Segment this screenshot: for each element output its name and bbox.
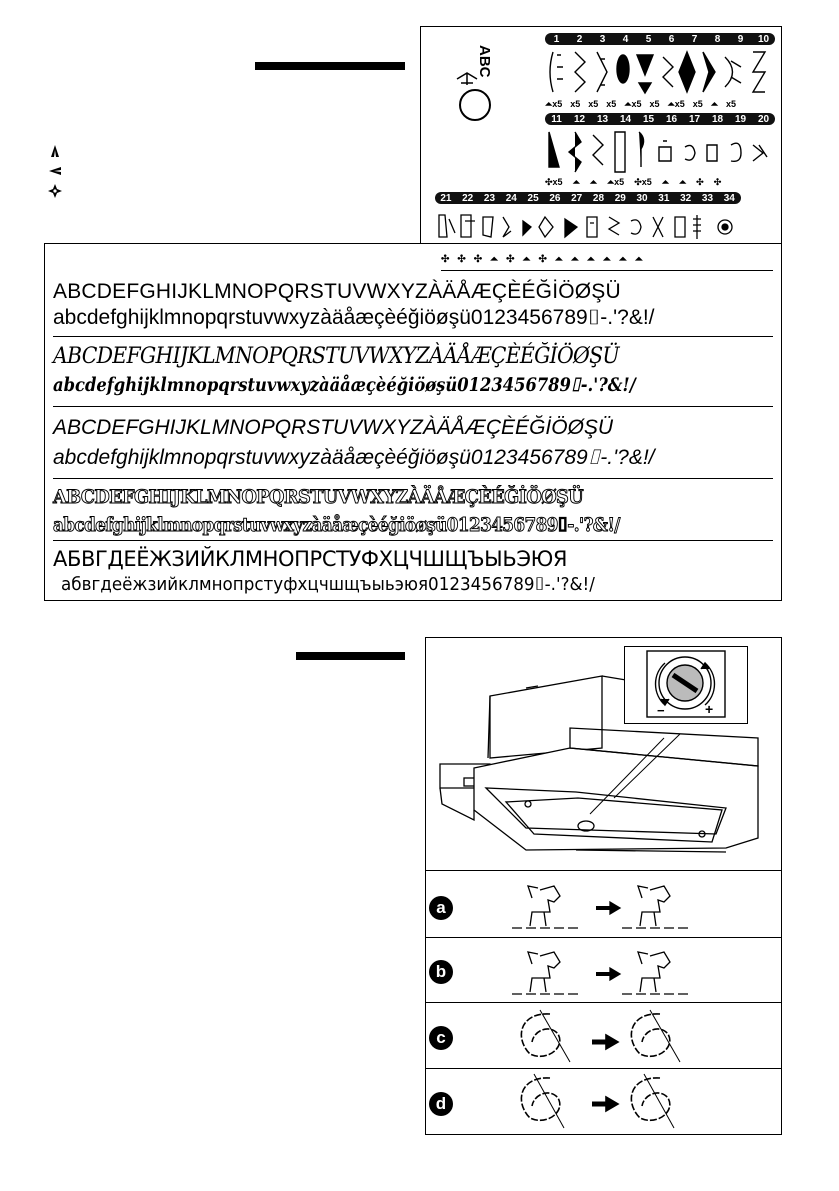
panel-b-label: b	[429, 960, 453, 984]
stitch-pattern-table	[420, 26, 782, 246]
section-bar-middle	[296, 652, 405, 660]
tension-screw-icon	[625, 647, 746, 722]
plus-label: +	[705, 701, 714, 717]
foot-all-directions-icon	[48, 184, 62, 198]
section-bar-top	[255, 62, 405, 70]
foot-left-icon	[48, 164, 62, 178]
divider	[426, 1068, 781, 1069]
divider	[426, 937, 781, 938]
font-4-lowercase: abcdefghijklmnopqrstuvwxyzàäåæçèéğiöøşü0123456789⌷-.'?&!/	[53, 514, 620, 536]
space-symbol: ⌷	[587, 306, 601, 329]
divider	[441, 270, 773, 271]
divider	[426, 1002, 781, 1003]
font-1-lowercase: abcdefghijklmnopqrstuvwxyzàäåæçèéğiöøşü0123456789⌷-.'?&!/	[53, 306, 655, 329]
divider	[53, 336, 773, 337]
pattern-number-bar-1: 1 2 3 4 5 6 7 8 9 10	[545, 33, 775, 45]
pattern-row-3-stitches	[435, 209, 745, 243]
pattern-number-bar-3: 21 22 23 24 25 26 27 28 29 30 31 32 33 34	[435, 192, 741, 204]
pattern-row-2-stitches	[545, 127, 775, 177]
divider	[53, 406, 773, 407]
font-3-lowercase: abcdefghijklmnopqrstuvwxyzàäåæçèéğiöøşü0123456789⌷-.'?&!/	[53, 446, 655, 469]
font-4-uppercase: ABCDEFGHIJKLMNOPQRSTUVWXYZÀÄÅÆÇÈÉĞİÖØŞÜ	[53, 486, 584, 508]
circle-stitch-before-after-c	[510, 1008, 730, 1066]
pattern-number-bar-2: 11 12 13 14 15 16 17 18 19 20	[545, 113, 775, 125]
divider	[53, 478, 773, 479]
select-circle-icon	[459, 89, 491, 121]
foot-indicators-row-2: ✣x5 ⏶ ⏶ ⏶x5 ✣x5 ⏶ ⏶ ✣ ✣	[545, 177, 722, 187]
minus-label: −	[657, 703, 665, 718]
font-row-1-foot-indicators: ✣✣✣⏶✣⏶✣⏶⏶⏶⏶⏶⏶	[441, 254, 651, 265]
panel-a-label: a	[429, 896, 453, 920]
font-2-lowercase: abcdefghijklmnopqrstuvwxyzàäåæçèéğiöøşü0123456789⌷-.'?&!/	[53, 374, 636, 396]
font-samples-box	[44, 243, 782, 601]
divider	[53, 540, 773, 541]
foot-indicators-row-1: ⏶x5 x5 x5 x5 ⏶x5 x5 ⏶x5 x5 ⏶ x5	[545, 99, 736, 109]
pattern-row-1-stitches	[545, 47, 775, 97]
panel-d-label: d	[429, 1092, 453, 1116]
foot-up-icon	[48, 144, 62, 158]
font-2-uppercase: ABCDEFGHIJKLMNOPQRSTUVWXYZÀÄÅÆÇÈÉĞİÖØŞÜ	[53, 344, 619, 369]
presser-foot-icon	[455, 69, 479, 89]
stitch-adjustment-box	[425, 637, 782, 1135]
font-3-uppercase: ABCDEFGHIJKLMNOPQRSTUVWXYZÀÄÅÆÇÈÉĞİÖØŞÜ	[53, 416, 614, 439]
font-5-cyrillic-lowercase: абвгдеёжзийклмнопрстуфхцчшщъыьэюя0123456789⌷-.'?&!/	[61, 574, 595, 595]
abc-label: ABC	[476, 45, 493, 78]
dog-stitch-before-after-a	[510, 878, 730, 934]
circle-stitch-before-after-d	[510, 1072, 730, 1132]
divider	[426, 870, 781, 871]
adjustment-screw-inset	[624, 646, 748, 724]
font-1-uppercase: ABCDEFGHIJKLMNOPQRSTUVWXYZÀÄÅÆÇÈÉĞİÖØŞÜ	[53, 280, 621, 303]
font-5-cyrillic-uppercase: АБВГДЕЁЖЗИЙКЛМНОПРСТУФХЦЧШЩЪЫЬЭЮЯ	[53, 547, 568, 571]
dog-stitch-before-after-b	[510, 944, 730, 1000]
panel-c-label: c	[429, 1026, 453, 1050]
